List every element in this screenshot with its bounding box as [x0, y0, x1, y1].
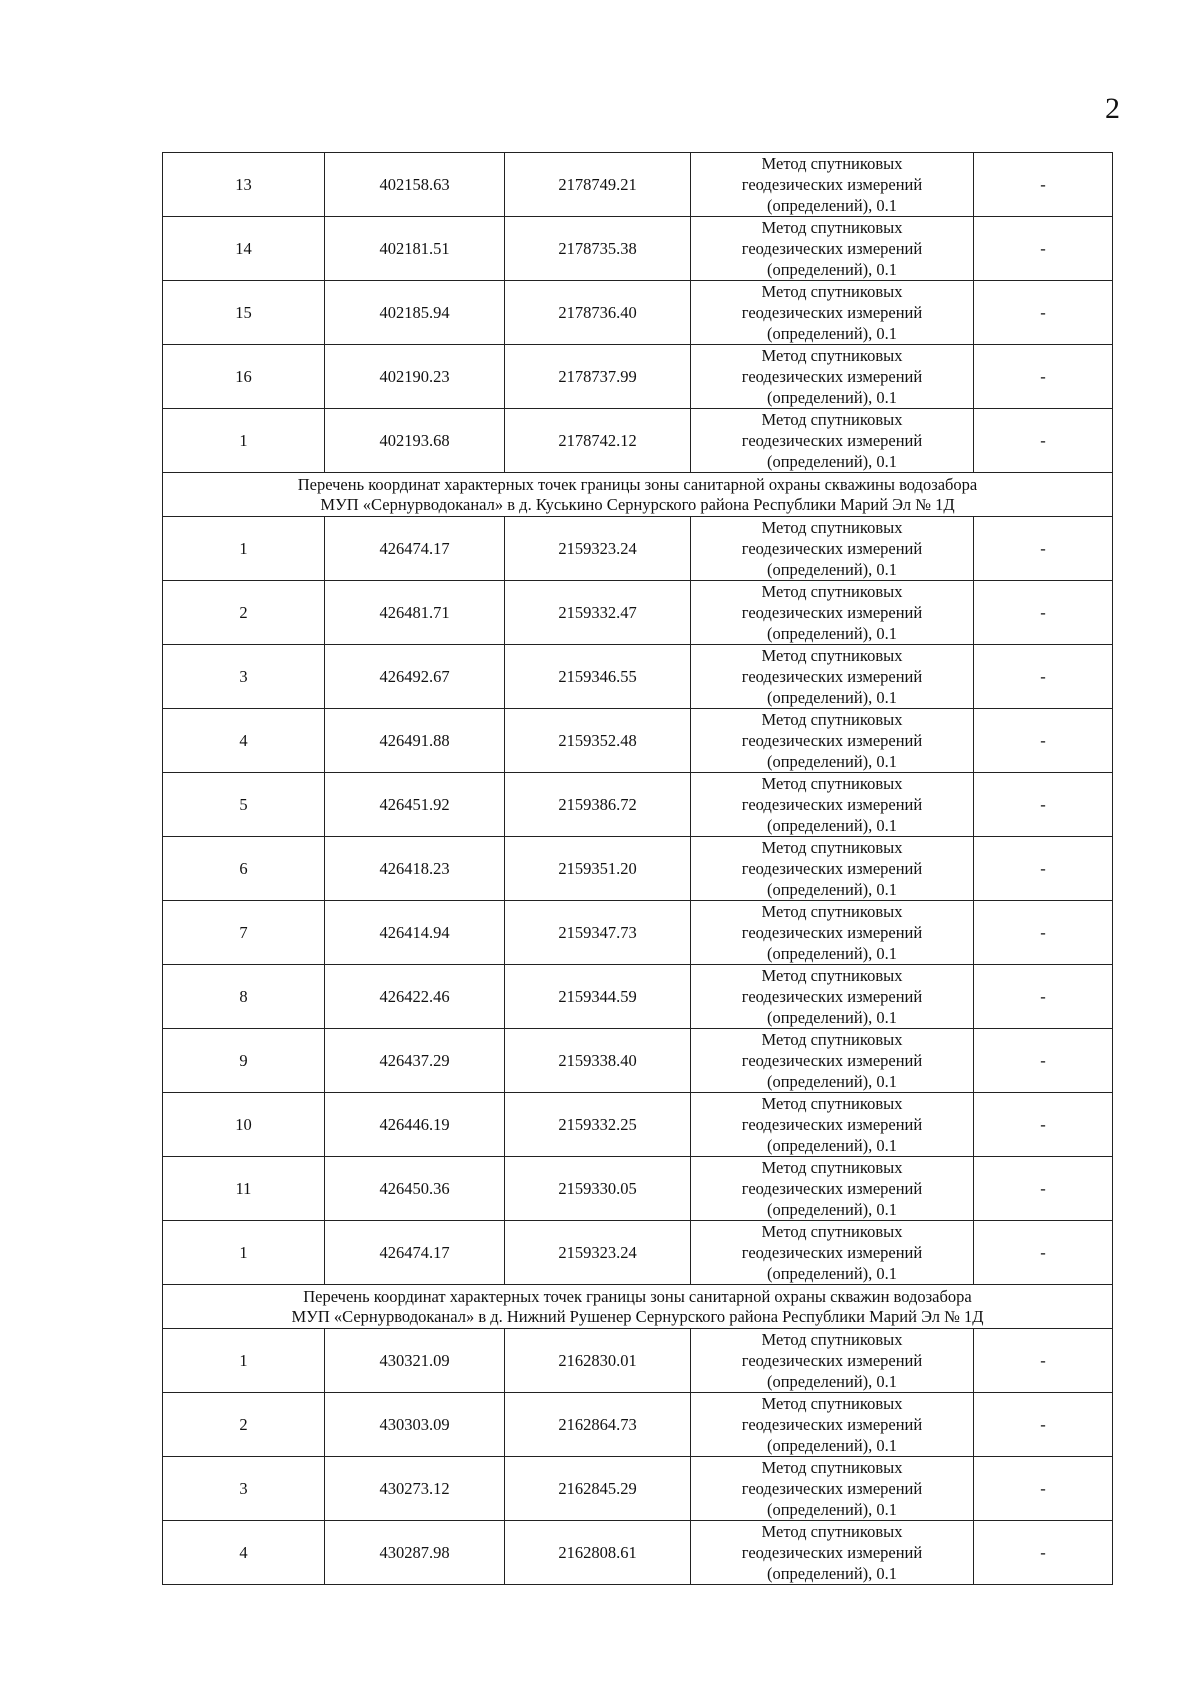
method-line: (определений), 0.1 [766, 816, 898, 835]
y-coordinate-cell: 2162845.29 [505, 1457, 691, 1521]
method-line: Метод спутниковых [761, 1394, 903, 1413]
x-coordinate-cell: 402158.63 [325, 153, 505, 217]
point-number-cell: 4 [163, 1521, 325, 1585]
y-coordinate-cell: 2159347.73 [505, 901, 691, 965]
method-cell [691, 709, 974, 773]
point-number-cell: 9 [163, 1029, 325, 1093]
method-line: Метод спутниковых [761, 902, 903, 921]
method-line: (определений), 0.1 [766, 324, 898, 343]
x-coordinate-cell: 426446.19 [325, 1093, 505, 1157]
page-number: 2 [1105, 92, 1120, 125]
description-cell: - [974, 901, 1113, 965]
method-cell [691, 581, 974, 645]
method-line: геодезических измерений [741, 1243, 923, 1262]
method-cell [691, 1029, 974, 1093]
coordinates-table-body [163, 153, 1113, 1585]
point-number-cell: 13 [163, 153, 325, 217]
method-line: Метод спутниковых [761, 1458, 903, 1477]
y-coordinate-cell: 2159352.48 [505, 709, 691, 773]
method-cell [691, 645, 974, 709]
section-heading [163, 1285, 1113, 1329]
method-cell [691, 1329, 974, 1393]
method-line: Метод спутниковых [761, 774, 903, 793]
y-coordinate-cell: 2159330.05 [505, 1157, 691, 1221]
description-cell: - [974, 1157, 1113, 1221]
method-line: геодезических измерений [741, 923, 923, 942]
y-coordinate-cell: 2159386.72 [505, 773, 691, 837]
method-line: Метод спутниковых [761, 646, 903, 665]
method-line: (определений), 0.1 [766, 560, 898, 579]
method-line: (определений), 0.1 [766, 1072, 898, 1091]
point-number-cell: 1 [163, 1329, 325, 1393]
table-row [163, 1029, 1113, 1093]
y-coordinate-cell: 2159332.47 [505, 581, 691, 645]
method-line: Метод спутниковых [761, 410, 903, 429]
method-line: геодезических измерений [741, 367, 923, 386]
method-line: геодезических измерений [741, 1115, 923, 1134]
y-coordinate-cell: 2178742.12 [505, 409, 691, 473]
point-number-cell: 16 [163, 345, 325, 409]
method-line: Метод спутниковых [761, 518, 903, 537]
description-cell: - [974, 217, 1113, 281]
description-cell: - [974, 1521, 1113, 1585]
method-line: Метод спутниковых [761, 218, 903, 237]
method-cell [691, 1457, 974, 1521]
description-cell: - [974, 153, 1113, 217]
table-row [163, 1221, 1113, 1285]
x-coordinate-cell: 426450.36 [325, 1157, 505, 1221]
y-coordinate-cell: 2162830.01 [505, 1329, 691, 1393]
method-line: (определений), 0.1 [766, 944, 898, 963]
method-cell [691, 153, 974, 217]
x-coordinate-cell: 426491.88 [325, 709, 505, 773]
y-coordinate-cell: 2162808.61 [505, 1521, 691, 1585]
point-number-cell: 14 [163, 217, 325, 281]
table-row [163, 901, 1113, 965]
method-line: геодезических измерений [741, 1479, 923, 1498]
coordinates-table [162, 152, 1113, 1585]
section-heading-line: Перечень координат характерных точек границы зоны санитарной охраны скважины водозабора [297, 474, 978, 494]
method-line: геодезических измерений [741, 603, 923, 622]
section-heading-row [163, 473, 1113, 517]
method-line: геодезических измерений [741, 795, 923, 814]
method-cell [691, 1521, 974, 1585]
point-number-cell: 7 [163, 901, 325, 965]
description-cell: - [974, 1221, 1113, 1285]
y-coordinate-cell: 2159344.59 [505, 965, 691, 1029]
method-cell [691, 1221, 974, 1285]
method-line: (определений), 0.1 [766, 1372, 898, 1391]
y-coordinate-cell: 2159346.55 [505, 645, 691, 709]
y-coordinate-cell: 2178737.99 [505, 345, 691, 409]
method-line: (определений), 0.1 [766, 688, 898, 707]
x-coordinate-cell: 402181.51 [325, 217, 505, 281]
x-coordinate-cell: 426451.92 [325, 773, 505, 837]
method-line: (определений), 0.1 [766, 1436, 898, 1455]
section-heading-line: МУП «Сернурводоканал» в д. Нижний Рушенер Сернурского района Республики Марий Эл № 1Д [291, 1306, 984, 1326]
table-row [163, 409, 1113, 473]
method-cell [691, 773, 974, 837]
point-number-cell: 3 [163, 1457, 325, 1521]
method-line: (определений), 0.1 [766, 752, 898, 771]
method-cell [691, 409, 974, 473]
method-line: (определений), 0.1 [766, 260, 898, 279]
description-cell: - [974, 1029, 1113, 1093]
method-line: геодезических измерений [741, 1543, 923, 1562]
point-number-cell: 2 [163, 581, 325, 645]
table-row [163, 1329, 1113, 1393]
method-line: (определений), 0.1 [766, 1200, 898, 1219]
table-row [163, 345, 1113, 409]
table-row [163, 517, 1113, 581]
method-line: Метод спутниковых [761, 282, 903, 301]
method-line: геодезических измерений [741, 731, 923, 750]
method-line: (определений), 0.1 [766, 196, 898, 215]
method-line: геодезических измерений [741, 431, 923, 450]
description-cell: - [974, 1329, 1113, 1393]
table-row [163, 1157, 1113, 1221]
x-coordinate-cell: 430303.09 [325, 1393, 505, 1457]
point-number-cell: 8 [163, 965, 325, 1029]
y-coordinate-cell: 2159332.25 [505, 1093, 691, 1157]
method-line: геодезических измерений [741, 1351, 923, 1370]
description-cell: - [974, 709, 1113, 773]
method-line: (определений), 0.1 [766, 388, 898, 407]
y-coordinate-cell: 2159323.24 [505, 517, 691, 581]
x-coordinate-cell: 430287.98 [325, 1521, 505, 1585]
method-line: (определений), 0.1 [766, 1264, 898, 1283]
method-line: (определений), 0.1 [766, 1564, 898, 1583]
table-row [163, 1521, 1113, 1585]
method-cell [691, 1393, 974, 1457]
y-coordinate-cell: 2178735.38 [505, 217, 691, 281]
method-line: геодезических измерений [741, 539, 923, 558]
point-number-cell: 1 [163, 1221, 325, 1285]
method-line: геодезических измерений [741, 1179, 923, 1198]
table-row [163, 645, 1113, 709]
section-heading [163, 473, 1113, 517]
x-coordinate-cell: 430273.12 [325, 1457, 505, 1521]
x-coordinate-cell: 426414.94 [325, 901, 505, 965]
x-coordinate-cell: 426418.23 [325, 837, 505, 901]
y-coordinate-cell: 2159323.24 [505, 1221, 691, 1285]
method-line: Метод спутниковых [761, 582, 903, 601]
x-coordinate-cell: 426492.67 [325, 645, 505, 709]
description-cell: - [974, 409, 1113, 473]
table-row [163, 773, 1113, 837]
x-coordinate-cell: 402193.68 [325, 409, 505, 473]
method-cell [691, 281, 974, 345]
section-heading-line: МУП «Сернурводоканал» в д. Куськино Сернурского района Республики Марий Эл № 1Д [320, 494, 955, 514]
description-cell: - [974, 965, 1113, 1029]
point-number-cell: 4 [163, 709, 325, 773]
description-cell: - [974, 281, 1113, 345]
method-line: Метод спутниковых [761, 1330, 903, 1349]
table-row [163, 281, 1113, 345]
method-line: геодезических измерений [741, 859, 923, 878]
description-cell: - [974, 345, 1113, 409]
method-line: геодезических измерений [741, 1051, 923, 1070]
table-row [163, 965, 1113, 1029]
method-line: геодезических измерений [741, 667, 923, 686]
method-line: (определений), 0.1 [766, 1136, 898, 1155]
description-cell: - [974, 837, 1113, 901]
method-line: Метод спутниковых [761, 346, 903, 365]
x-coordinate-cell: 426474.17 [325, 1221, 505, 1285]
method-line: Метод спутниковых [761, 1158, 903, 1177]
x-coordinate-cell: 426437.29 [325, 1029, 505, 1093]
table-row [163, 1393, 1113, 1457]
table-row [163, 709, 1113, 773]
section-heading-row [163, 1285, 1113, 1329]
method-line: (определений), 0.1 [766, 1008, 898, 1027]
point-number-cell: 2 [163, 1393, 325, 1457]
point-number-cell: 11 [163, 1157, 325, 1221]
point-number-cell: 15 [163, 281, 325, 345]
x-coordinate-cell: 402190.23 [325, 345, 505, 409]
point-number-cell: 5 [163, 773, 325, 837]
y-coordinate-cell: 2159351.20 [505, 837, 691, 901]
x-coordinate-cell: 426474.17 [325, 517, 505, 581]
table-row [163, 1093, 1113, 1157]
method-line: Метод спутниковых [761, 1030, 903, 1049]
method-line: геодезических измерений [741, 1415, 923, 1434]
method-line: Метод спутниковых [761, 154, 903, 173]
description-cell: - [974, 581, 1113, 645]
method-cell [691, 1157, 974, 1221]
x-coordinate-cell: 426422.46 [325, 965, 505, 1029]
method-cell [691, 345, 974, 409]
table-row [163, 1457, 1113, 1521]
method-line: (определений), 0.1 [766, 1500, 898, 1519]
point-number-cell: 1 [163, 517, 325, 581]
x-coordinate-cell: 402185.94 [325, 281, 505, 345]
table-row [163, 153, 1113, 217]
method-line: геодезических измерений [741, 987, 923, 1006]
x-coordinate-cell: 430321.09 [325, 1329, 505, 1393]
method-line: геодезических измерений [741, 303, 923, 322]
point-number-cell: 3 [163, 645, 325, 709]
method-line: Метод спутниковых [761, 966, 903, 985]
method-cell [691, 217, 974, 281]
method-line: (определений), 0.1 [766, 624, 898, 643]
method-cell [691, 965, 974, 1029]
method-line: Метод спутниковых [761, 1222, 903, 1241]
description-cell: - [974, 1093, 1113, 1157]
table-row [163, 217, 1113, 281]
method-line: (определений), 0.1 [766, 880, 898, 899]
method-cell [691, 837, 974, 901]
point-number-cell: 10 [163, 1093, 325, 1157]
method-cell [691, 901, 974, 965]
table-row [163, 837, 1113, 901]
method-cell [691, 1093, 974, 1157]
y-coordinate-cell: 2178736.40 [505, 281, 691, 345]
table-row [163, 581, 1113, 645]
section-heading-line: Перечень координат характерных точек границы зоны санитарной охраны скважин водозабора [303, 1286, 972, 1306]
method-line: Метод спутниковых [761, 710, 903, 729]
description-cell: - [974, 517, 1113, 581]
point-number-cell: 6 [163, 837, 325, 901]
description-cell: - [974, 773, 1113, 837]
method-line: геодезических измерений [741, 239, 923, 258]
point-number-cell: 1 [163, 409, 325, 473]
description-cell: - [974, 1457, 1113, 1521]
y-coordinate-cell: 2159338.40 [505, 1029, 691, 1093]
x-coordinate-cell: 426481.71 [325, 581, 505, 645]
y-coordinate-cell: 2178749.21 [505, 153, 691, 217]
method-line: геодезических измерений [741, 175, 923, 194]
method-line: Метод спутниковых [761, 1522, 903, 1541]
method-cell [691, 517, 974, 581]
method-line: Метод спутниковых [761, 838, 903, 857]
method-line: (определений), 0.1 [766, 452, 898, 471]
method-line: Метод спутниковых [761, 1094, 903, 1113]
description-cell: - [974, 645, 1113, 709]
description-cell: - [974, 1393, 1113, 1457]
y-coordinate-cell: 2162864.73 [505, 1393, 691, 1457]
